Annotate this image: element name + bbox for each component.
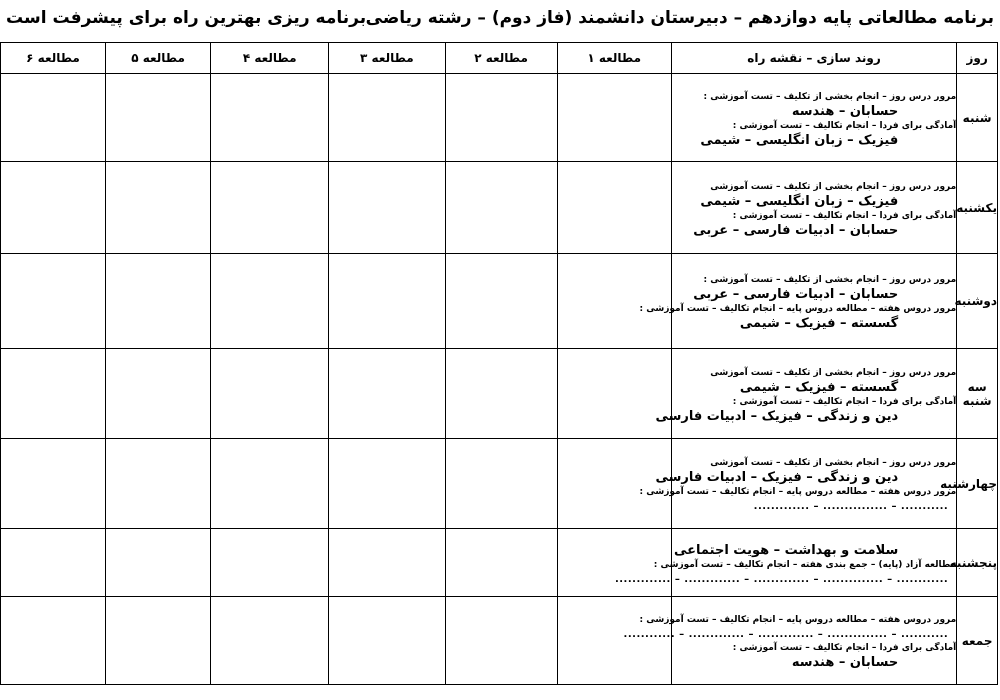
table-row (1, 349, 998, 439)
subjects-line: دین و زندگی – فیزیک – ادبیات فارسی (655, 408, 899, 424)
day-cell: دوشنبه (957, 254, 998, 349)
column-header-day: روز (957, 43, 998, 74)
column-header-roadmap: روند سازی – نقشه راه (671, 43, 956, 74)
roadmap-cell (671, 74, 956, 162)
study-3-cell[interactable] (329, 529, 445, 597)
study-6-cell[interactable] (1, 349, 106, 439)
instruction-line: آمادگی برای فردا – انجام تکالیف – تست آموزشی : (732, 643, 957, 653)
table-row (1, 74, 998, 162)
table-row (1, 439, 998, 529)
column-header-study-5: مطالعه ۵ (106, 43, 211, 74)
page-motto: برنامه ریزی بهترین راه برای پیشرفت است (6, 8, 367, 28)
instruction-line: مطالعه آزاد (پایه) – جمع بندی هفته – انجام تکالیف – تست آموزشی : (653, 559, 957, 570)
study-4-cell[interactable] (211, 74, 329, 162)
subjects-line: دین و زندگی – فیزیک – ادبیات فارسی (655, 470, 899, 485)
study-plan-table (0, 42, 998, 685)
table-row (1, 254, 998, 349)
study-2-cell[interactable] (445, 529, 557, 597)
study-2-cell[interactable] (445, 74, 557, 162)
subjects-line: حسابان – ادبیات فارسی – عربی (693, 287, 899, 302)
study-4-cell[interactable] (211, 529, 329, 597)
study-4-cell[interactable] (211, 162, 329, 254)
study-5-cell[interactable] (106, 439, 211, 529)
subjects-line: گسسته – فیزیک – شیمی (739, 316, 899, 331)
study-6-cell[interactable] (1, 254, 106, 349)
study-1-cell[interactable] (557, 254, 671, 349)
study-3-cell[interactable] (329, 254, 445, 349)
study-6-cell[interactable] (1, 439, 106, 529)
study-1-cell[interactable] (557, 74, 671, 162)
study-6-cell[interactable] (1, 529, 106, 597)
study-5-cell[interactable] (106, 74, 211, 162)
instruction-line: مرور درس روز – انجام بخشی از تکلیف – تست آموزشی : (703, 275, 957, 285)
study-2-cell[interactable] (445, 254, 557, 349)
study-3-cell[interactable] (329, 439, 445, 529)
blank-fill-line: ........... – ............... – ............. (753, 501, 949, 512)
header-row (1, 43, 998, 74)
study-2-cell[interactable] (445, 162, 557, 254)
study-5-cell[interactable] (106, 529, 211, 597)
study-1-cell[interactable] (557, 162, 671, 254)
study-5-cell[interactable] (106, 254, 211, 349)
page-header (0, 0, 1000, 40)
instruction-line: مرور دروس هفته – مطالعه دروس پایه – انجام تکالیف – تست آموزشی : (639, 615, 957, 625)
subjects-line: گسسته – فیزیک – شیمی (739, 379, 899, 395)
instruction-line: مرور درس روز – انجام بخشی از تکلیف – تست آموزشی : (703, 91, 957, 102)
instruction-line: آمادگی برای فردا – انجام تکالیف – تست آموزشی : (732, 396, 957, 407)
instruction-line: مرور دروس هفته – مطالعه دروس پایه – انجام تکالیف – تست آموزشی : (639, 487, 957, 497)
blank-fill-line: ........... – .............. – ............. – ............. – ............ (623, 629, 949, 640)
day-cell: چهارشنبه (957, 439, 998, 529)
study-5-cell[interactable] (106, 162, 211, 254)
roadmap-cell (639, 439, 957, 529)
instruction-line: آمادگی برای فردا – انجام تکالیف – تست آموزشی : (732, 120, 957, 131)
study-6-cell[interactable] (1, 162, 106, 254)
study-4-cell[interactable] (211, 439, 329, 529)
column-header-study-6: مطالعه ۶ (1, 43, 106, 74)
study-6-cell[interactable] (1, 74, 106, 162)
subjects-line: فیزیک – زبان انگلیسی – شیمی (700, 193, 899, 209)
subjects-line: سلامت و بهداشت – هویت اجتماعی (674, 542, 899, 558)
instruction-line: آمادگی برای فردا – انجام تکالیف – تست آموزشی : (732, 210, 957, 221)
study-1-cell[interactable] (557, 439, 671, 529)
roadmap-cell (639, 254, 957, 349)
day-cell: جمعه (957, 597, 998, 685)
study-3-cell[interactable] (329, 597, 445, 685)
instruction-line: مرور درس روز – انجام بخشی از تکلیف – تست آموزشی (710, 367, 957, 378)
subjects-line: فیزیک – زبان انگلیسی – شیمی (700, 132, 899, 148)
roadmap-cell (623, 597, 957, 685)
day-cell: شنبه (957, 74, 998, 162)
study-2-cell[interactable] (445, 597, 557, 685)
study-4-cell[interactable] (211, 349, 329, 439)
instruction-line: مرور درس روز – انجام بخشی از تکلیف – تست آموزشی (710, 181, 957, 192)
column-header-study-3: مطالعه ۳ (329, 43, 445, 74)
column-header-study-1: مطالعه ۱ (557, 43, 671, 74)
study-3-cell[interactable] (329, 349, 445, 439)
roadmap-cell (655, 349, 957, 439)
subjects-line: حسابان – هندسه (791, 103, 899, 119)
blank-fill-line: ............ – .............. – ............. – ............. – ............. (614, 573, 949, 585)
table-row (1, 529, 998, 597)
table-row (1, 162, 998, 254)
subjects-line: حسابان – هندسه (791, 655, 899, 670)
column-header-study-4: مطالعه ۴ (211, 43, 329, 74)
study-2-cell[interactable] (445, 439, 557, 529)
instruction-line: مرور درس روز – انجام بخشی از تکلیف – تست آموزشی (710, 458, 957, 468)
column-header-study-2: مطالعه ۲ (445, 43, 557, 74)
page-title: برنامه مطالعاتی پایه دوازدهم – دبیرستان دانشمند (فاز دوم) – رشته ریاضی (365, 8, 994, 28)
study-3-cell[interactable] (329, 74, 445, 162)
study-4-cell[interactable] (211, 254, 329, 349)
study-5-cell[interactable] (106, 349, 211, 439)
instruction-line: مرور دروس هفته – مطالعه دروس پایه – انجام تکالیف – تست آموزشی : (639, 304, 957, 314)
day-cell: سه شنبه (957, 349, 998, 439)
day-cell: یکشنبه (957, 162, 998, 254)
study-5-cell[interactable] (106, 597, 211, 685)
study-6-cell[interactable] (1, 597, 106, 685)
day-cell: پنجشنبه (957, 529, 998, 597)
roadmap-cell (614, 529, 957, 597)
study-4-cell[interactable] (211, 597, 329, 685)
table-row (1, 597, 998, 685)
study-1-cell[interactable] (557, 597, 671, 685)
study-3-cell[interactable] (329, 162, 445, 254)
study-1-cell[interactable] (557, 349, 671, 439)
study-2-cell[interactable] (445, 349, 557, 439)
roadmap-cell (671, 162, 956, 254)
subjects-line: حسابان – ادبیات فارسی – عربی (693, 222, 899, 238)
